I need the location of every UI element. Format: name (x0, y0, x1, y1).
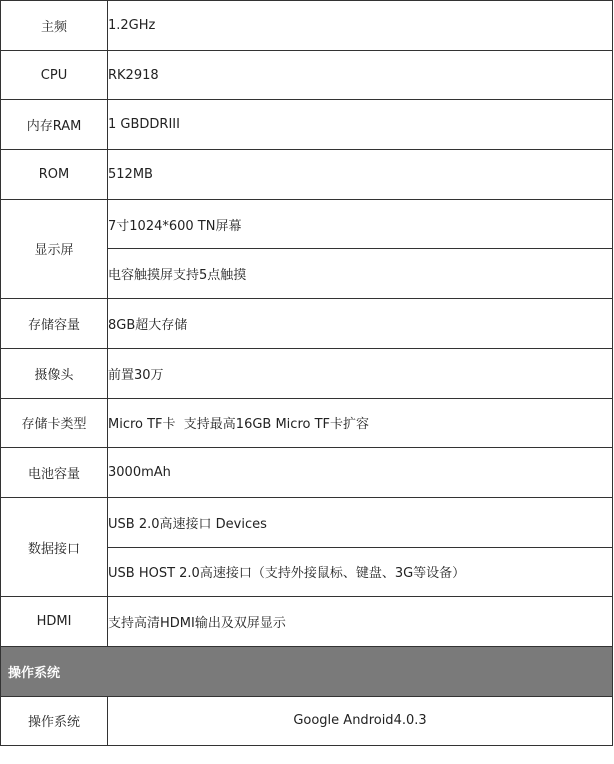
spec-label: 操作系统 (1, 696, 108, 746)
spec-label: 电池容量 (1, 448, 108, 498)
table-row (1, 50, 613, 100)
spec-value: USB HOST 2.0高速接口（支持外接鼠标、键盘、3G等设备） (108, 547, 613, 597)
spec-value: RK2918 (108, 50, 613, 100)
table-row (1, 398, 613, 448)
spec-value: 7寸1024*600 TN屏幕 (108, 199, 613, 249)
table-row (1, 597, 613, 647)
table-row (1, 696, 613, 746)
table-row (1, 100, 613, 150)
spec-value: 支持高清HDMI输出及双屏显示 (108, 597, 613, 647)
spec-value: 前置30万 (108, 348, 613, 398)
spec-label: 内存RAM (1, 100, 108, 150)
section-header: 操作系统 (1, 646, 613, 696)
table-row (1, 199, 613, 249)
spec-label: ROM (1, 150, 108, 200)
spec-label: 存储卡类型 (1, 398, 108, 448)
spec-value: USB 2.0高速接口 Devices (108, 497, 613, 547)
table-row (1, 348, 613, 398)
spec-value: 1 GBDDRIII (108, 100, 613, 150)
spec-value: Micro TF卡 支持最高16GB Micro TF卡扩容 (108, 398, 613, 448)
table-row (1, 497, 613, 547)
spec-label: 显示屏 (1, 199, 108, 298)
table-row (1, 1, 613, 51)
spec-value: 512MB (108, 150, 613, 200)
table-row (1, 448, 613, 498)
spec-value: 电容触摸屏支持5点触摸 (108, 249, 613, 299)
table-row (1, 299, 613, 349)
spec-label: 数据接口 (1, 497, 108, 596)
spec-label: 摄像头 (1, 348, 108, 398)
table-row (1, 150, 613, 200)
spec-label: 存储容量 (1, 299, 108, 349)
spec-value: Google Android4.0.3 (108, 696, 613, 746)
spec-table-body (1, 1, 613, 746)
spec-value: 3000mAh (108, 448, 613, 498)
section-header-row (1, 646, 613, 696)
spec-value: 1.2GHz (108, 1, 613, 51)
spec-value: 8GB超大存储 (108, 299, 613, 349)
spec-label: 主频 (1, 1, 108, 51)
spec-label: CPU (1, 50, 108, 100)
spec-label: HDMI (1, 597, 108, 647)
